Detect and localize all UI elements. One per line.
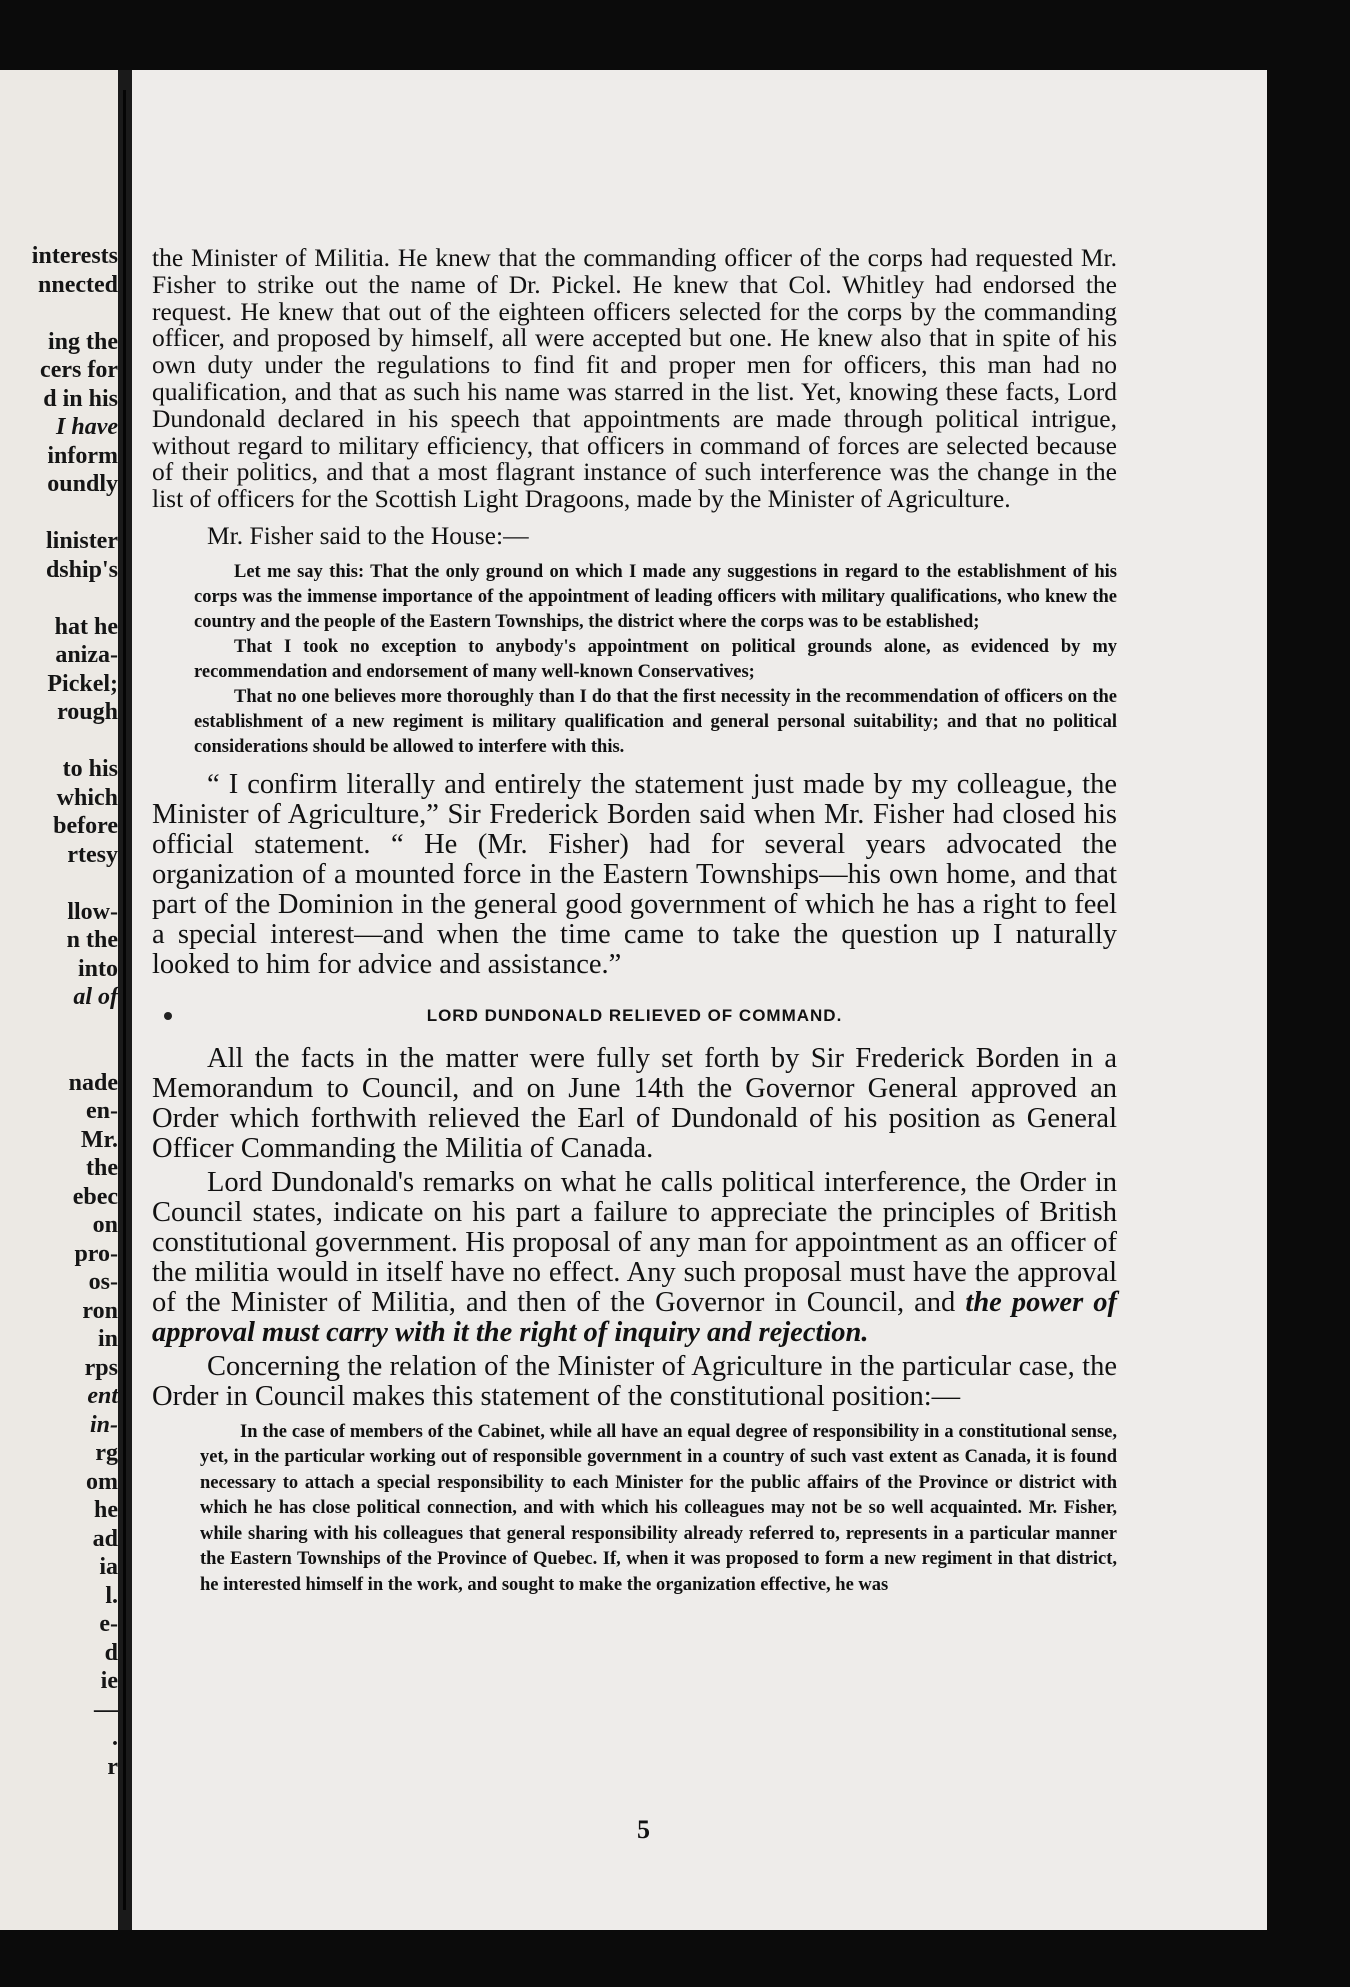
left-page-text-fragment: I have (56, 414, 118, 440)
left-page-text-fragment: interests (31, 243, 118, 269)
page-gutter (118, 70, 132, 1930)
left-page-text-fragment: d in his (43, 385, 118, 412)
left-page-text-fragment: the (86, 1155, 118, 1181)
left-page-text-fragment: n the (66, 927, 118, 953)
paragraph-remarks-emphasis: the power of approval must carry with it the right of inquiry and rejection. (152, 1286, 1117, 1348)
left-page-text-fragment: rg (95, 1440, 118, 1466)
left-page-text-fragment: which (56, 784, 118, 811)
left-page-text-fragment: hat he (54, 613, 118, 640)
left-page-text-fragment: ron (82, 1297, 118, 1324)
left-page-text-fragment: d (104, 1639, 118, 1666)
left-page-text-fragment: nnected (38, 271, 118, 298)
left-page-text-fragment: oundly (47, 471, 118, 497)
left-page-text-fragment: dship's (45, 556, 118, 583)
quote-fisher-1: Let me say this: That the only ground on which I made any suggestions in regard to the establishment of his corps was the immense importance of the appointment of leading officers with military qualifications, who knew the country and the people of the Eastern Townships, the district where the corps was to be established; (194, 561, 1117, 632)
bullet-mark (164, 1012, 172, 1020)
left-page-text-fragment: ie (100, 1668, 118, 1694)
left-page-text-fragment: rps (84, 1354, 118, 1381)
left-page-text-fragment: nade (68, 1069, 118, 1096)
page-text (152, 245, 1117, 1598)
quote-order-in-council: In the case of members of the Cabinet, while all have an equal degree of responsibility in a constitutional sense, yet, in the particular working out of responsible government in a country of such vast extent as Canada, it is found necessary to attach a special responsibility to each Minister for the public affairs of the Province or district with which he has close political connection, and with which his colleagues may not be so well acquainted. Mr. Fisher, while sharing with his colleagues that general responsibility already referred to, represents in a particular manner the Eastern Townships of the Province of Quebec. If, when it was proposed to form a new regiment in that district, he interested himself in the work, and sought to make the organization effective, he was (200, 1421, 1117, 1595)
page-number: 5 (637, 1815, 650, 1844)
left-page-text-fragment: into (77, 955, 118, 982)
left-page-text-fragment: om (86, 1468, 118, 1495)
left-page-text-fragment: e- (99, 1611, 118, 1637)
paragraph-borden: “ I confirm literally and entirely the statement just made by my colleague, the Minister of Agriculture,” Sir Frederick Borden said when Mr. Fisher had closed his official statement. “ He (Mr. Fisher) had for several years advocated the organization of a mounted force in the Eastern Townships—his own home, and that part of the Dominion in the general good government of which he has a right to feel a special interest—and when the time came to take the question up I naturally looked to him for advice and assistance.” (152, 768, 1117, 980)
left-page-text-fragment: llow- (67, 898, 118, 925)
left-page-text-fragment: — (94, 1696, 118, 1723)
quote-fisher-2: That I took no exception to anybody's appointment on political grounds alone, as evidenced by my recommendation and endorsement of many well-known Conservatives; (194, 636, 1117, 682)
section-heading (152, 1006, 1117, 1026)
paragraph-remarks (152, 1168, 1117, 1348)
left-page-text-fragment: in- (89, 1411, 118, 1438)
left-page-text-fragment: ia (99, 1554, 118, 1580)
left-page-text-fragment: rtesy (67, 841, 118, 868)
left-page-text-fragment: l. (105, 1582, 118, 1609)
quote-fisher-3: That no one believes more thoroughly than I do that the first necessity in the recommendation of officers on the establishment of a new regiment is military qualification and general personal suitability; and that no political considerations should be allowed to interfere with this. (194, 686, 1117, 757)
gutter-rule (123, 90, 126, 1910)
left-page-text-fragment: on (92, 1212, 118, 1238)
left-page-text-fragment: cers for (40, 357, 118, 383)
left-page-text-fragment: ebec (72, 1183, 118, 1210)
document-page (132, 70, 1267, 1930)
left-page-text-fragment: Mr. (80, 1126, 118, 1153)
paragraph-remarks-text: Lord Dundonald's remarks on what he calls political interference, the Order in Council states, indicate on his part a failure to appreciate the principles of British constitutional government. His proposal of any man for appointment as an officer of the militia would in itself have no effect. Any such proposal must have the approval of the Minister of Militia, and then of the Governor in Council, and (152, 1166, 1117, 1318)
paragraph-facts: All the facts in the matter were fully set forth by Sir Frederick Borden in a Memorandum to Council, and on June 14th the Governor General approved an Order which forthwith relieved the Earl of Dundonald of his position as General Officer Commanding the Militia of Canada. (152, 1042, 1117, 1164)
left-page-text-fragment: linister (46, 528, 118, 554)
left-page-fragment (0, 70, 118, 1930)
left-page-text-fragment: ad (92, 1525, 118, 1552)
left-page-text-fragment: ent (87, 1383, 118, 1409)
paragraph-concerning: Concerning the relation of the Minister of Agriculture in the particular case, the Order in Council makes this statement of the constitutional position:— (152, 1350, 1117, 1412)
left-page-text-fragment: rough (57, 699, 118, 725)
left-page-text-fragment: al of (73, 984, 118, 1010)
left-page-text-fragment: . (112, 1725, 118, 1751)
left-page-text-fragment: inform (47, 442, 118, 469)
left-page-text-fragment: Pickel; (47, 670, 118, 697)
left-page-text-fragment: ing the (47, 328, 118, 355)
section-heading-text: LORD DUNDONALD RELIEVED OF COMMAND. (426, 1005, 843, 1025)
left-page-text-fragment: os- (88, 1269, 118, 1295)
left-page-text-fragment: to his (62, 756, 118, 782)
left-page-text-fragment: pro- (74, 1240, 118, 1267)
paragraph-minister-militia: the Minister of Militia. He knew that the commanding officer of the corps had requested Mr. Fisher to strike out the name of Dr. Pickel. He knew that Col. Whitley had endorsed the request. He knew that out of the eighteen officers selected for the corps by the commanding officer, and proposed by himself, all were accepted but one. He knew also that in spite of his own duty under the regulations to find fit and proper men for officers, this man had no qualification, and that as such his name was starred in the list. Yet, knowing these facts, Lord Dundonald declared in his speech that appointments are made through political intrigue, without regard to military efficiency, that officers in command of forces are selected because of their politics, and that a most flagrant instance of such interference was the change in the list of officers for the Scottish Light Dragoons, made by the Minister of Agriculture. (152, 243, 1117, 514)
left-page-text-fragment: he (94, 1497, 118, 1523)
left-page-text-fragment: in (97, 1326, 118, 1352)
paragraph-fisher-said: Mr. Fisher said to the House:— (207, 520, 529, 550)
left-page-text-fragment: aniza- (55, 642, 118, 668)
left-page-text-fragment: r (107, 1753, 118, 1780)
left-page-text-fragment: en- (86, 1098, 118, 1124)
left-page-text-fragment: before (53, 813, 118, 839)
